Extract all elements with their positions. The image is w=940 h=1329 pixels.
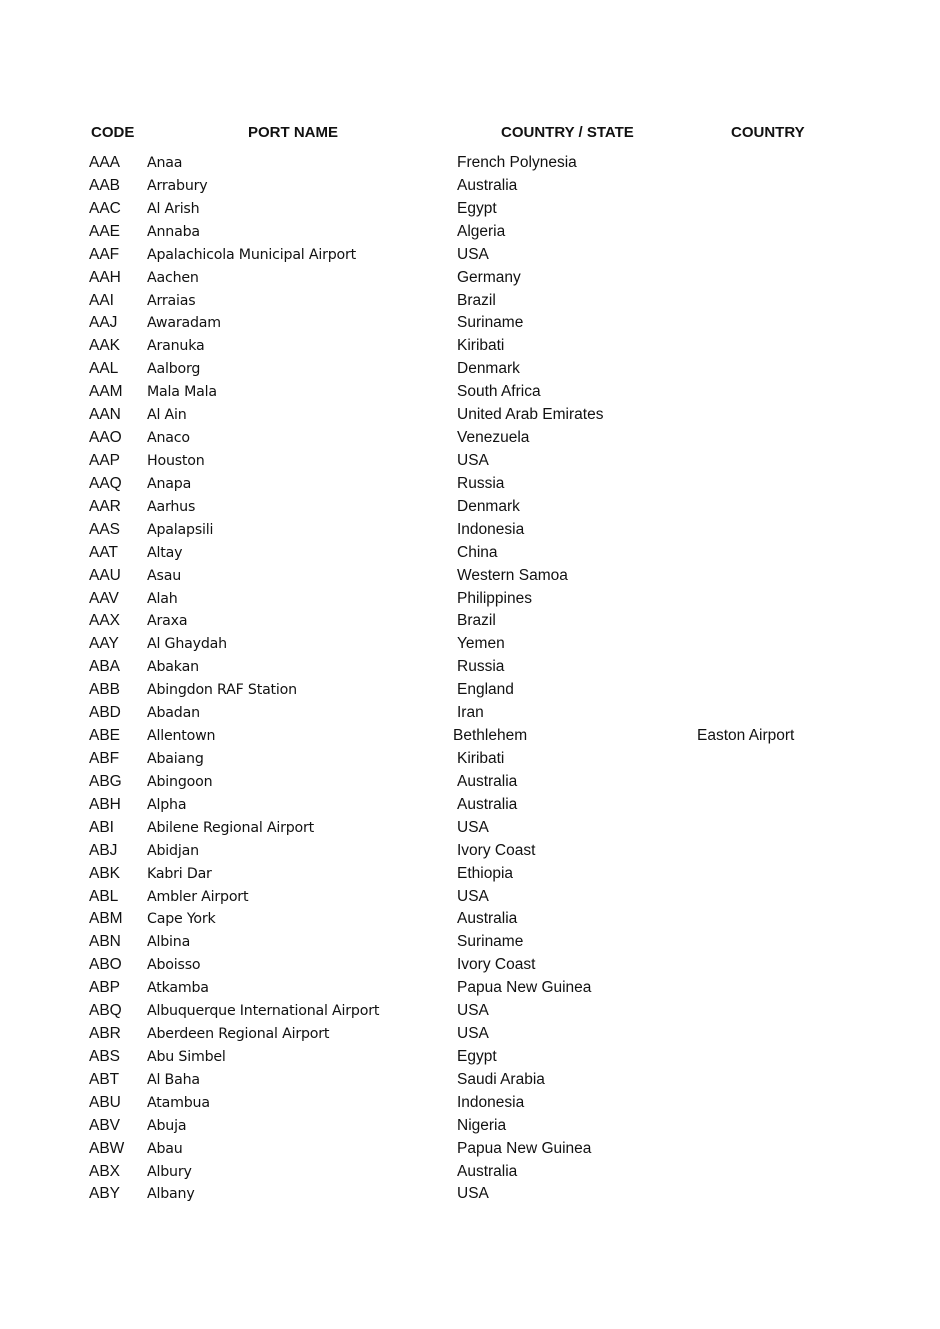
country-state-cell: Brazil bbox=[457, 612, 496, 630]
table-row bbox=[0, 450, 940, 473]
port-name-cell: Arraias bbox=[147, 292, 196, 309]
port-name-cell: Altay bbox=[147, 544, 183, 561]
country-state-cell: Suriname bbox=[457, 933, 524, 951]
code-cell: ABF bbox=[89, 749, 120, 767]
port-name-cell: Aranuka bbox=[147, 338, 205, 355]
port-name-cell: Anaco bbox=[147, 430, 190, 447]
port-name-cell: Aarhus bbox=[147, 498, 196, 515]
table-row bbox=[0, 1092, 940, 1115]
table-row bbox=[0, 977, 940, 1000]
code-cell: AAJ bbox=[89, 314, 118, 332]
table-row bbox=[0, 1000, 940, 1023]
table-row bbox=[0, 1138, 940, 1161]
port-name-cell: Al Ghaydah bbox=[147, 636, 227, 653]
code-cell: ABH bbox=[89, 795, 121, 813]
port-name-cell: Abidjan bbox=[147, 842, 199, 859]
code-cell: ABV bbox=[89, 1116, 121, 1134]
code-cell: AAU bbox=[89, 566, 121, 584]
port-name-cell: Abingoon bbox=[147, 773, 213, 790]
table-row bbox=[0, 1023, 940, 1046]
country-state-cell: United Arab Emirates bbox=[457, 406, 604, 424]
code-cell: ABL bbox=[89, 887, 119, 905]
port-name-cell: Houston bbox=[147, 452, 205, 469]
port-name-cell: Abu Simbel bbox=[147, 1048, 226, 1065]
table-row bbox=[0, 381, 940, 404]
country-state-cell: Kiribati bbox=[457, 749, 505, 767]
code-cell: AAF bbox=[89, 245, 120, 263]
country-state-cell: Papua New Guinea bbox=[457, 1139, 592, 1157]
table-row bbox=[0, 244, 940, 267]
port-name-cell: Ambler Airport bbox=[147, 888, 249, 905]
port-name-cell: Aalborg bbox=[147, 361, 201, 378]
code-cell: AAR bbox=[89, 497, 121, 515]
country-state-cell: USA bbox=[457, 1025, 489, 1043]
code-cell: AAV bbox=[89, 589, 119, 607]
code-cell: ABO bbox=[89, 956, 122, 974]
port-name-cell: Atkamba bbox=[147, 980, 209, 997]
country-state-cell: Ethiopia bbox=[457, 864, 514, 882]
table-row bbox=[0, 221, 940, 244]
country-state-cell: Indonesia bbox=[457, 1093, 525, 1111]
table-row bbox=[0, 473, 940, 496]
code-cell: AAK bbox=[89, 337, 121, 355]
port-name-cell: Albuquerque International Airport bbox=[147, 1003, 380, 1020]
table-row bbox=[0, 1069, 940, 1092]
port-name-cell: Awaradam bbox=[147, 315, 221, 332]
port-name-cell: Aachen bbox=[147, 269, 199, 286]
code-cell: ABN bbox=[89, 933, 121, 951]
code-cell: ABK bbox=[89, 864, 121, 882]
code-cell: AAX bbox=[89, 612, 121, 630]
country-state-cell: Philippines bbox=[457, 589, 532, 607]
table-row bbox=[0, 542, 940, 565]
table-row bbox=[0, 1161, 940, 1184]
table-row bbox=[0, 840, 940, 863]
port-name-cell: Mala Mala bbox=[147, 384, 217, 401]
table-row bbox=[0, 931, 940, 954]
port-name-cell: Atambua bbox=[147, 1094, 210, 1111]
table-row bbox=[0, 152, 940, 175]
code-cell: ABY bbox=[89, 1185, 121, 1203]
table-row bbox=[0, 290, 940, 313]
code-cell: AAA bbox=[89, 154, 121, 171]
code-cell: AAO bbox=[89, 429, 122, 447]
header-country-state: COUNTRY / STATE bbox=[501, 124, 634, 141]
country-state-cell: Iran bbox=[457, 704, 484, 722]
port-table-body bbox=[0, 152, 940, 1206]
country-state-cell: Saudi Arabia bbox=[457, 1070, 545, 1088]
code-cell: ABI bbox=[89, 818, 114, 836]
table-row bbox=[0, 771, 940, 794]
port-name-cell: Apalapsili bbox=[147, 521, 214, 538]
country-state-cell: Egypt bbox=[457, 1047, 497, 1065]
code-cell: ABS bbox=[89, 1047, 121, 1065]
code-cell: ABE bbox=[89, 727, 121, 745]
code-cell: AAY bbox=[89, 635, 119, 653]
port-name-cell: Albury bbox=[147, 1163, 192, 1180]
code-cell: ABX bbox=[89, 1162, 121, 1180]
table-row bbox=[0, 610, 940, 633]
table-row bbox=[0, 817, 940, 840]
code-cell: ABJ bbox=[89, 841, 118, 859]
country-state-cell: Suriname bbox=[457, 314, 524, 332]
table-row bbox=[0, 794, 940, 817]
country-state-cell: French Polynesia bbox=[457, 154, 577, 171]
header-code: CODE bbox=[91, 124, 135, 141]
country-state-cell: Kiribati bbox=[457, 337, 505, 355]
port-name-cell: Apalachicola Municipal Airport bbox=[147, 246, 357, 263]
port-name-cell: Araxa bbox=[147, 613, 188, 630]
table-row bbox=[0, 335, 940, 358]
code-cell: AAN bbox=[89, 406, 121, 424]
country-state-cell: Brazil bbox=[457, 291, 496, 309]
port-name-cell: Al Baha bbox=[147, 1071, 200, 1088]
port-name-cell: Anapa bbox=[147, 475, 192, 492]
port-name-cell: Anaa bbox=[147, 155, 183, 171]
code-cell: AAE bbox=[89, 222, 121, 240]
country-state-cell: Russia bbox=[457, 658, 505, 676]
code-cell: ABU bbox=[89, 1093, 121, 1111]
table-row bbox=[0, 679, 940, 702]
port-name-cell: Abilene Regional Airport bbox=[147, 819, 315, 836]
table-row bbox=[0, 1046, 940, 1069]
port-name-cell: Allentown bbox=[147, 728, 216, 745]
country-state-cell: USA bbox=[457, 887, 489, 905]
port-name-cell: Abaiang bbox=[147, 750, 204, 767]
code-cell: ABA bbox=[89, 658, 121, 676]
country-state-cell: USA bbox=[457, 818, 489, 836]
port-name-cell: Abau bbox=[147, 1140, 183, 1157]
country-state-cell: Venezuela bbox=[457, 429, 530, 447]
country-cell: Easton Airport bbox=[697, 727, 795, 745]
code-cell: AAB bbox=[89, 176, 121, 194]
code-cell: AAM bbox=[89, 383, 123, 401]
code-cell: AAI bbox=[89, 291, 114, 309]
country-state-cell: England bbox=[457, 681, 514, 699]
country-state-cell: Nigeria bbox=[457, 1116, 507, 1134]
port-name-cell: Aboisso bbox=[147, 957, 201, 974]
port-name-cell: Arrabury bbox=[147, 177, 208, 194]
table-row bbox=[0, 633, 940, 656]
code-cell: AAQ bbox=[89, 474, 122, 492]
table-row bbox=[0, 565, 940, 588]
code-cell: ABW bbox=[89, 1139, 125, 1157]
table-row bbox=[0, 358, 940, 381]
country-state-cell: South Africa bbox=[457, 383, 541, 401]
country-state-cell: Australia bbox=[457, 795, 518, 813]
code-cell: ABP bbox=[89, 979, 121, 997]
table-row bbox=[0, 725, 940, 748]
table-row bbox=[0, 427, 940, 450]
country-state-cell: USA bbox=[457, 1002, 489, 1020]
country-state-cell: Ivory Coast bbox=[457, 841, 536, 859]
table-row bbox=[0, 863, 940, 886]
code-cell: ABB bbox=[89, 681, 121, 699]
country-state-cell: Denmark bbox=[457, 360, 520, 378]
country-state-cell: Australia bbox=[457, 772, 518, 790]
port-name-cell: Al Ain bbox=[147, 407, 187, 424]
country-state-cell: Algeria bbox=[457, 222, 506, 240]
table-row bbox=[0, 954, 940, 977]
code-cell: AAH bbox=[89, 268, 121, 286]
table-row bbox=[0, 748, 940, 771]
table-row bbox=[0, 908, 940, 931]
country-state-cell: Egypt bbox=[457, 199, 497, 217]
code-cell: AAT bbox=[89, 543, 118, 561]
table-row bbox=[0, 1183, 940, 1206]
country-state-cell: Denmark bbox=[457, 497, 520, 515]
code-cell: ABM bbox=[89, 910, 123, 928]
table-row bbox=[0, 1115, 940, 1138]
code-cell: AAC bbox=[89, 199, 121, 217]
code-cell: ABT bbox=[89, 1070, 120, 1088]
table-row bbox=[0, 519, 940, 542]
code-cell: ABD bbox=[89, 704, 121, 722]
code-cell: ABQ bbox=[89, 1002, 122, 1020]
country-state-cell: Australia bbox=[457, 910, 518, 928]
country-state-cell: Australia bbox=[457, 176, 518, 194]
port-name-cell: Abingdon RAF Station bbox=[147, 682, 297, 699]
country-state-cell: China bbox=[457, 543, 498, 561]
port-name-cell: Albany bbox=[147, 1186, 195, 1203]
port-name-cell: Cape York bbox=[147, 911, 216, 928]
port-name-cell: Asau bbox=[147, 567, 181, 584]
country-state-cell: Indonesia bbox=[457, 520, 525, 538]
table-row bbox=[0, 404, 940, 427]
code-cell: AAS bbox=[89, 520, 121, 538]
country-state-cell: Papua New Guinea bbox=[457, 979, 592, 997]
table-row bbox=[0, 267, 940, 290]
port-name-cell: Alpha bbox=[147, 796, 187, 813]
code-cell: ABR bbox=[89, 1025, 121, 1043]
country-state-cell: Russia bbox=[457, 474, 505, 492]
country-state-cell: Western Samoa bbox=[457, 566, 568, 584]
country-state-cell: USA bbox=[457, 451, 489, 469]
port-name-cell: Al Arish bbox=[147, 200, 200, 217]
code-cell: ABG bbox=[89, 772, 122, 790]
header-country: COUNTRY bbox=[731, 124, 805, 141]
country-state-cell: USA bbox=[457, 245, 489, 263]
port-name-cell: Abakan bbox=[147, 659, 199, 676]
country-state-cell: Yemen bbox=[457, 635, 505, 653]
port-name-cell: Abuja bbox=[147, 1117, 187, 1134]
table-row bbox=[0, 198, 940, 221]
country-state-cell: USA bbox=[457, 1185, 489, 1203]
port-name-cell: Annaba bbox=[147, 223, 200, 240]
code-cell: AAP bbox=[89, 451, 121, 469]
header-port-name: PORT NAME bbox=[248, 124, 338, 141]
port-name-cell: Aberdeen Regional Airport bbox=[147, 1026, 330, 1043]
country-state-cell: Bethlehem bbox=[453, 727, 528, 745]
country-state-cell: Germany bbox=[457, 268, 521, 286]
table-row bbox=[0, 656, 940, 679]
table-row bbox=[0, 496, 940, 519]
table-row bbox=[0, 588, 940, 611]
country-state-cell: Australia bbox=[457, 1162, 518, 1180]
table-row bbox=[0, 175, 940, 198]
table-row bbox=[0, 702, 940, 725]
country-state-cell: Ivory Coast bbox=[457, 956, 536, 974]
port-name-cell: Albina bbox=[147, 934, 191, 951]
port-name-cell: Abadan bbox=[147, 705, 200, 722]
port-name-cell: Alah bbox=[147, 590, 178, 607]
table-row bbox=[0, 312, 940, 335]
table-row bbox=[0, 886, 940, 909]
code-cell: AAL bbox=[89, 360, 119, 378]
port-name-cell: Kabri Dar bbox=[147, 865, 212, 882]
